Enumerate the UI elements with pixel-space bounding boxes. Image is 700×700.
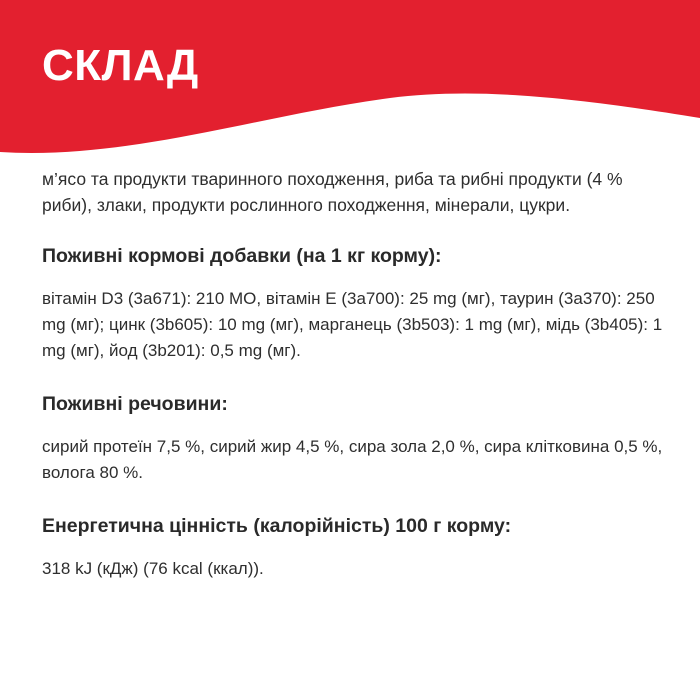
energy-heading: Енергетична цінність (калорійність) 100 г корму:	[42, 515, 512, 537]
composition-text: м’ясо та продукти тваринного походження, риба та рибні продукти (4 % риби), злаки, продукти рослинного походження, мінерали, цукри.	[42, 169, 623, 215]
nutrients-heading: Поживні речовини:	[42, 393, 228, 415]
page-title: СКЛАД	[42, 41, 199, 90]
additives-heading: Поживні кормові добавки (на 1 кг корму):	[42, 245, 442, 267]
additives-text: вітамін D3 (3a671): 210 МО, вітамін E (3a700): 25 mg (мг), таурин (3a370): 250 mg (мг); цинк (3b605): 10 mg (мг), марганець (3b503): 1 mg (мг), мідь (3b405): 1 mg (мг), йод (3b201): 0,5 mg (мг).	[42, 289, 663, 360]
content-area	[42, 166, 667, 582]
energy-text: 318 kJ (кДж) (76 kcal (ккал)).	[42, 559, 264, 578]
nutrients-text: сирий протеїн 7,5 %, сирий жир 4,5 %, сира зола 2,0 %, сира клітковина 0,5 %, волога 80 %.	[42, 437, 663, 482]
